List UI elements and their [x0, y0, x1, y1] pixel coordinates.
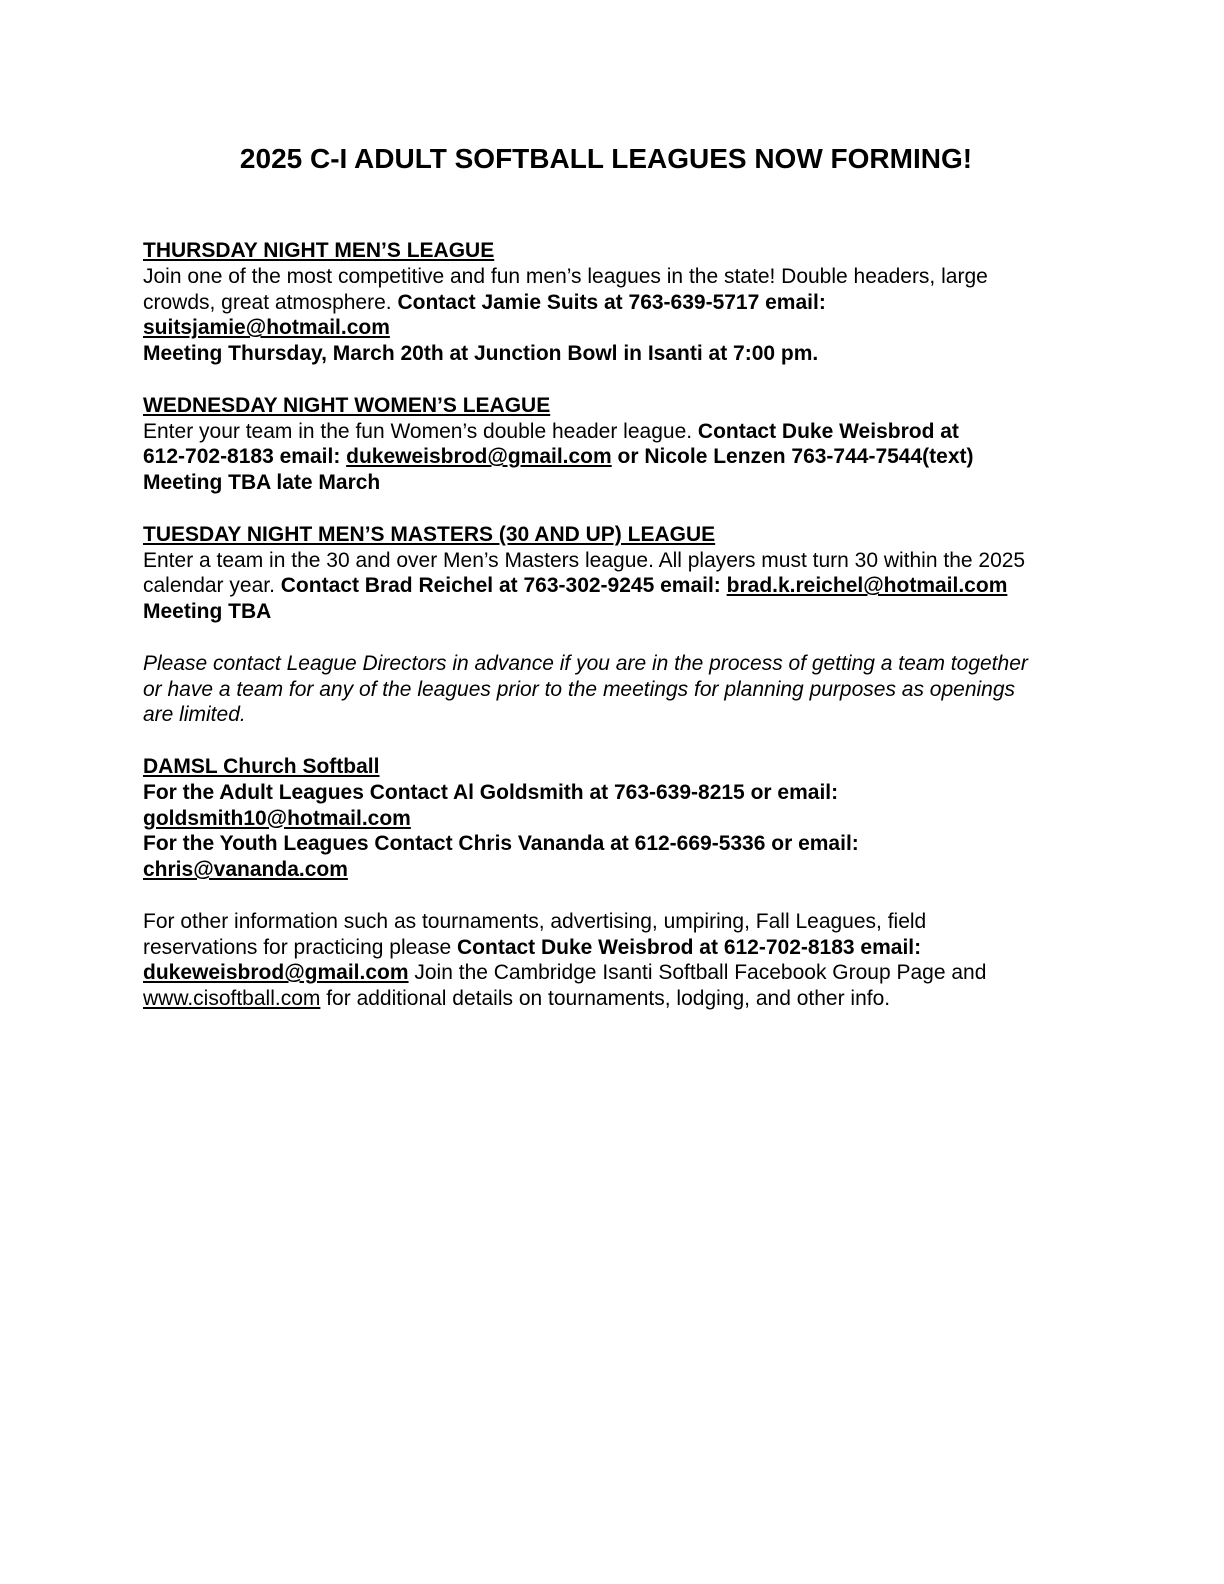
tuesday-description-line-2: [143, 573, 1078, 599]
wednesday-description-line-1: [143, 419, 1078, 445]
wednesday-contact-text: Contact Duke Weisbrod at: [697, 419, 959, 443]
thursday-email-line: [143, 315, 1078, 341]
damsl-heading: DAMSL Church Softball: [143, 754, 380, 778]
damsl-adult-email-line: [143, 806, 1078, 832]
damsl-youth-email-line: [143, 857, 1078, 883]
thursday-description-line-1: Join one of the most competitive and fun men’s leagues in the state! Double headers, large: [143, 264, 988, 288]
other-info-line-2: [143, 935, 1078, 961]
damsl-adult-line: [143, 780, 1078, 806]
other-info-line-3: [143, 960, 1078, 986]
wednesday-email-link[interactable]: dukeweisbrod@gmail.com: [346, 445, 612, 469]
wednesday-league-heading: WEDNESDAY NIGHT WOMEN’S LEAGUE: [143, 393, 551, 417]
other-info-contact-text: Contact Duke Weisbrod at 612-702-8183 email:: [457, 935, 922, 959]
tuesday-league-section: [143, 522, 1078, 625]
thursday-email-link[interactable]: suitsjamie@hotmail.com: [143, 316, 390, 340]
wednesday-meeting-text: Meeting TBA late March: [143, 471, 381, 495]
page-title: 2025 C-I ADULT SOFTBALL LEAGUES NOW FORMING!: [239, 143, 973, 174]
wednesday-description-text: Enter your team in the fun Women’s double header league.: [143, 419, 698, 443]
damsl-adult-text: For the Adult Leagues Contact Al Goldsmith at 763-639-8215 or email:: [143, 780, 839, 804]
document-body: [143, 238, 1078, 1038]
tuesday-email-link[interactable]: brad.k.reichel@hotmail.com: [726, 574, 1008, 598]
other-info-text: reservations for practicing please: [143, 935, 457, 959]
wednesday-second-contact-text: or Nicole Lenzen 763-744-7544(text): [611, 445, 974, 469]
wednesday-contact-line: [143, 444, 1078, 470]
notice-line-2: or have a team for any of the leagues prior to the meetings for planning purposes as openings: [143, 677, 1016, 701]
tuesday-meeting-line: [143, 599, 1078, 625]
other-info-line-4: [143, 986, 1078, 1012]
notice-section: [143, 651, 1078, 728]
damsl-adult-email-link[interactable]: goldsmith10@hotmail.com: [143, 806, 411, 830]
website-link[interactable]: www.cisoftball.com: [143, 987, 321, 1011]
thursday-league-section: [143, 238, 1078, 367]
other-info-line-1: For other information such as tournaments, advertising, umpiring, Fall Leagues, field: [143, 909, 927, 933]
damsl-youth-email-link[interactable]: chris@vananda.com: [143, 858, 348, 882]
tuesday-contact-text: Contact Brad Reichel at 763-302-9245 email:: [280, 574, 727, 598]
thursday-league-heading: THURSDAY NIGHT MEN’S LEAGUE: [143, 239, 495, 262]
wednesday-phone-text: 612-702-8183 email:: [143, 445, 347, 469]
thursday-description-text: crowds, great atmosphere.: [143, 290, 398, 314]
notice-line-3: are limited.: [143, 703, 246, 727]
tuesday-description-text: calendar year.: [143, 574, 281, 598]
damsl-section: [143, 754, 1078, 883]
thursday-meeting-text: Meeting Thursday, March 20th at Junction Bowl in Isanti at 7:00 pm.: [143, 342, 819, 366]
other-info-facebook-text: Join the Cambridge Isanti Softball Facebook Group Page and: [408, 961, 987, 985]
thursday-meeting-line: [143, 341, 1078, 367]
thursday-contact-text: Contact Jamie Suits at 763-639-5717 email:: [397, 290, 826, 314]
other-info-closing-text: for additional details on tournaments, lodging, and other info.: [320, 987, 891, 1011]
damsl-youth-text: For the Youth Leagues Contact Chris Vananda at 612-669-5336 or email:: [143, 832, 859, 856]
thursday-description-line-2: [143, 290, 1078, 316]
other-info-section: [143, 909, 1078, 1012]
tuesday-league-heading: TUESDAY NIGHT MEN’S MASTERS (30 AND UP) LEAGUE: [143, 522, 716, 546]
damsl-youth-line: [143, 831, 1078, 857]
notice-line-1: Please contact League Directors in advance if you are in the process of getting a team together: [143, 651, 1028, 675]
tuesday-description-line-1: Enter a team in the 30 and over Men’s Masters league. All players must turn 30 within the 2025: [143, 548, 1026, 572]
other-info-email-link[interactable]: dukeweisbrod@gmail.com: [143, 961, 409, 985]
wednesday-league-section: [143, 393, 1078, 496]
tuesday-meeting-text: Meeting TBA: [143, 600, 272, 624]
wednesday-meeting-line: [143, 470, 1078, 496]
